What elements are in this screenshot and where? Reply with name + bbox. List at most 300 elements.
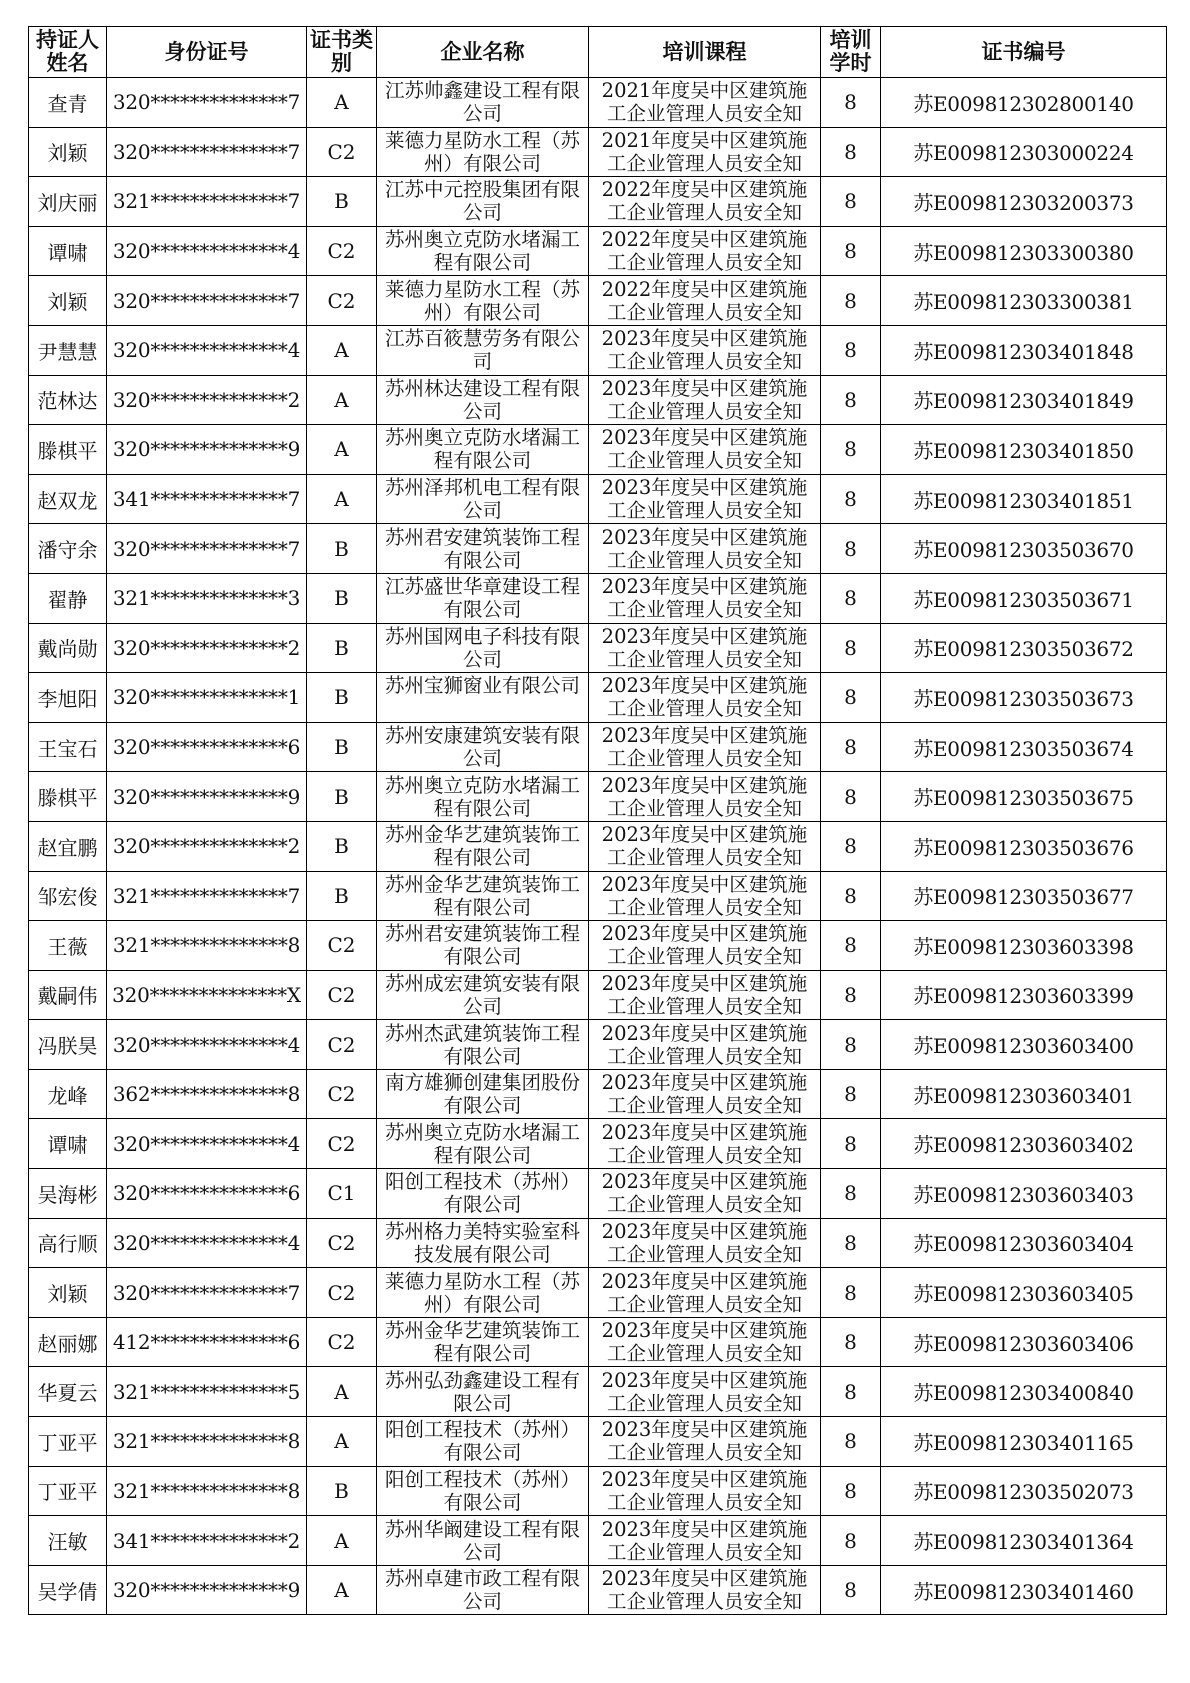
cell-course-text: 2023年度吴中区建筑施工企业管理人员安全知 <box>601 1170 808 1217</box>
cell-id-number: 320**************4 <box>107 1020 307 1070</box>
cell-category: C2 <box>307 1069 377 1119</box>
table-row <box>29 1169 1167 1219</box>
table-row <box>29 921 1167 971</box>
cell-name: 王薇 <box>29 921 107 971</box>
cell-company <box>377 821 589 871</box>
cell-hours: 8 <box>821 177 881 227</box>
cell-cert-number: 苏E009812303603402 <box>881 1119 1167 1169</box>
cell-course-text: 2023年度吴中区建筑施工企业管理人员安全知 <box>601 1071 808 1118</box>
cell-hours: 8 <box>821 623 881 673</box>
cell-company <box>377 78 589 128</box>
cell-company-text: 苏州奥立克防水堵漏工程有限公司 <box>384 1120 580 1167</box>
cell-company-text: 苏州金华艺建筑装饰工程有限公司 <box>384 1319 580 1366</box>
cell-category: A <box>307 1516 377 1566</box>
cell-hours: 8 <box>821 325 881 375</box>
cell-category: B <box>307 871 377 921</box>
cell-company <box>377 1516 589 1566</box>
cell-category: B <box>307 673 377 723</box>
cell-hours: 8 <box>821 821 881 871</box>
cell-cert-number: 苏E009812303200373 <box>881 177 1167 227</box>
cell-course <box>589 821 821 871</box>
cell-category: C2 <box>307 127 377 177</box>
cell-hours: 8 <box>821 1020 881 1070</box>
cell-course <box>589 1516 821 1566</box>
cell-name: 戴嗣伟 <box>29 970 107 1020</box>
cell-cert-number: 苏E009812303603401 <box>881 1069 1167 1119</box>
cell-cert-number: 苏E009812303401460 <box>881 1565 1167 1615</box>
cell-course-text: 2023年度吴中区建筑施工企业管理人员安全知 <box>601 1567 808 1614</box>
cell-company <box>377 474 589 524</box>
cell-course-text: 2023年度吴中区建筑施工企业管理人员安全知 <box>601 624 808 671</box>
cell-company <box>377 1466 589 1516</box>
cell-cert-number: 苏E009812303503670 <box>881 524 1167 574</box>
cell-company-text: 江苏百筱慧劳务有限公司 <box>384 327 580 374</box>
table-row <box>29 970 1167 1020</box>
cell-company <box>377 772 589 822</box>
cell-name: 滕棋平 <box>29 772 107 822</box>
cell-id-number: 320**************6 <box>107 1169 307 1219</box>
table-row <box>29 623 1167 673</box>
cell-cert-number: 苏E009812303503671 <box>881 573 1167 623</box>
cell-hours: 8 <box>821 474 881 524</box>
header-name: 持证人姓名 <box>29 27 107 78</box>
cell-course-text: 2023年度吴中区建筑施工企业管理人员安全知 <box>601 476 808 523</box>
cell-company-text: 苏州金华艺建筑装饰工程有限公司 <box>384 823 580 870</box>
table-row <box>29 425 1167 475</box>
cell-id-number: 320**************4 <box>107 1119 307 1169</box>
cell-id-number: 320**************1 <box>107 673 307 723</box>
cell-id-number: 320**************4 <box>107 1218 307 1268</box>
cell-cert-number: 苏E009812303401165 <box>881 1417 1167 1467</box>
cell-id-number: 320**************9 <box>107 772 307 822</box>
cell-course-text: 2023年度吴中区建筑施工企业管理人员安全知 <box>601 1021 808 1068</box>
table-row <box>29 1119 1167 1169</box>
cell-hours: 8 <box>821 425 881 475</box>
cell-course-text: 2023年度吴中区建筑施工企业管理人员安全知 <box>601 426 808 473</box>
cell-category: B <box>307 722 377 772</box>
cell-cert-number: 苏E009812303603403 <box>881 1169 1167 1219</box>
cell-company-text: 苏州林达建设工程有限公司 <box>384 376 580 423</box>
cell-name: 华夏云 <box>29 1367 107 1417</box>
cell-id-number: 321**************3 <box>107 573 307 623</box>
cell-course-text: 2023年度吴中区建筑施工企业管理人员安全知 <box>601 922 808 969</box>
cell-cert-number: 苏E009812303401849 <box>881 375 1167 425</box>
cell-cert-number: 苏E009812303503676 <box>881 821 1167 871</box>
cell-course <box>589 78 821 128</box>
cell-company-text: 阳创工程技术（苏州）有限公司 <box>384 1467 580 1514</box>
cell-company-text: 莱德力星防水工程（苏州）有限公司 <box>384 277 580 324</box>
cell-category: A <box>307 375 377 425</box>
cell-company <box>377 1367 589 1417</box>
cell-hours: 8 <box>821 1069 881 1119</box>
cell-course-text: 2023年度吴中区建筑施工企业管理人员安全知 <box>601 376 808 423</box>
cell-id-number: 341**************2 <box>107 1516 307 1566</box>
cell-course <box>589 1020 821 1070</box>
cell-category: A <box>307 1417 377 1467</box>
cell-name: 刘颖 <box>29 276 107 326</box>
cell-name: 邹宏俊 <box>29 871 107 921</box>
cell-hours: 8 <box>821 772 881 822</box>
cell-name: 丁亚平 <box>29 1466 107 1516</box>
cell-course-text: 2023年度吴中区建筑施工企业管理人员安全知 <box>601 575 808 622</box>
cell-company <box>377 970 589 1020</box>
cell-course <box>589 276 821 326</box>
table-row <box>29 1317 1167 1367</box>
cell-hours: 8 <box>821 1317 881 1367</box>
cell-id-number: 320**************4 <box>107 325 307 375</box>
cell-company-text: 苏州格力美特实验室科技发展有限公司 <box>384 1219 580 1266</box>
cell-cert-number: 苏E009812303503675 <box>881 772 1167 822</box>
cell-name: 高行顺 <box>29 1218 107 1268</box>
table-row <box>29 1268 1167 1318</box>
cell-course-text: 2022年度吴中区建筑施工企业管理人员安全知 <box>601 228 808 275</box>
cell-company <box>377 1268 589 1318</box>
cell-course-text: 2023年度吴中区建筑施工企业管理人员安全知 <box>601 1319 808 1366</box>
cell-company-text: 苏州奥立克防水堵漏工程有限公司 <box>384 426 580 473</box>
cell-category: A <box>307 474 377 524</box>
cell-name: 查青 <box>29 78 107 128</box>
cell-id-number: 320**************7 <box>107 1268 307 1318</box>
table-row <box>29 772 1167 822</box>
table-row <box>29 722 1167 772</box>
table-row <box>29 78 1167 128</box>
cell-category: C2 <box>307 1268 377 1318</box>
header-id: 身份证号 <box>107 27 307 78</box>
cell-category: B <box>307 524 377 574</box>
table-row <box>29 375 1167 425</box>
cell-course-text: 2021年度吴中区建筑施工企业管理人员安全知 <box>601 128 808 175</box>
cell-cert-number: 苏E009812303603399 <box>881 970 1167 1020</box>
cell-cert-number: 苏E009812303603398 <box>881 921 1167 971</box>
cell-course-text: 2022年度吴中区建筑施工企业管理人员安全知 <box>601 277 808 324</box>
table-row <box>29 1020 1167 1070</box>
cell-category: C2 <box>307 1218 377 1268</box>
cell-cert-number: 苏E009812303401364 <box>881 1516 1167 1566</box>
table-row <box>29 276 1167 326</box>
table-row <box>29 1218 1167 1268</box>
cell-course <box>589 177 821 227</box>
cell-id-number: 320**************9 <box>107 425 307 475</box>
cell-id-number: 320**************7 <box>107 127 307 177</box>
cell-cert-number: 苏E009812303401848 <box>881 325 1167 375</box>
cell-name: 翟静 <box>29 573 107 623</box>
cell-category: B <box>307 1466 377 1516</box>
cell-course-text: 2023年度吴中区建筑施工企业管理人员安全知 <box>601 773 808 820</box>
cell-course <box>589 1466 821 1516</box>
cell-course <box>589 425 821 475</box>
cell-id-number: 321**************8 <box>107 1417 307 1467</box>
cell-hours: 8 <box>821 226 881 276</box>
cell-category: A <box>307 425 377 475</box>
cell-hours: 8 <box>821 970 881 1020</box>
cell-company <box>377 276 589 326</box>
cell-course <box>589 1069 821 1119</box>
cell-company <box>377 623 589 673</box>
cell-course-text: 2023年度吴中区建筑施工企业管理人员安全知 <box>601 674 808 721</box>
header-row <box>29 27 1167 78</box>
cell-hours: 8 <box>821 871 881 921</box>
cell-id-number: 321**************5 <box>107 1367 307 1417</box>
cell-category: C2 <box>307 970 377 1020</box>
cell-id-number: 362**************8 <box>107 1069 307 1119</box>
cell-name: 戴尚勋 <box>29 623 107 673</box>
cell-course <box>589 871 821 921</box>
cell-company-text: 苏州奥立克防水堵漏工程有限公司 <box>384 773 580 820</box>
cell-name: 李旭阳 <box>29 673 107 723</box>
cell-company <box>377 1169 589 1219</box>
cell-company-text: 苏州卓建市政工程有限公司 <box>384 1567 580 1614</box>
cell-course <box>589 673 821 723</box>
table-row <box>29 325 1167 375</box>
table-row <box>29 821 1167 871</box>
cell-cert-number: 苏E009812303401850 <box>881 425 1167 475</box>
cell-course <box>589 970 821 1020</box>
cell-id-number: 320**************9 <box>107 1565 307 1615</box>
cell-company <box>377 177 589 227</box>
cell-name: 吴海彬 <box>29 1169 107 1219</box>
table-row <box>29 1367 1167 1417</box>
cell-company-text: 苏州君安建筑装饰工程有限公司 <box>384 525 580 572</box>
cell-name: 赵宜鹏 <box>29 821 107 871</box>
cell-name: 吴学倩 <box>29 1565 107 1615</box>
table-row <box>29 673 1167 723</box>
cell-course <box>589 1169 821 1219</box>
cell-hours: 8 <box>821 722 881 772</box>
cell-name: 赵双龙 <box>29 474 107 524</box>
cell-cert-number: 苏E009812303503673 <box>881 673 1167 723</box>
cell-cert-number: 苏E009812303603404 <box>881 1218 1167 1268</box>
cell-id-number: 341**************7 <box>107 474 307 524</box>
cell-company-text: 苏州宝狮窗业有限公司 <box>384 674 580 698</box>
table-row <box>29 573 1167 623</box>
cell-id-number: 320**************2 <box>107 623 307 673</box>
cell-category: B <box>307 177 377 227</box>
cell-name: 汪敏 <box>29 1516 107 1566</box>
cell-hours: 8 <box>821 673 881 723</box>
cell-company <box>377 1218 589 1268</box>
cell-name: 龙峰 <box>29 1069 107 1119</box>
cell-hours: 8 <box>821 921 881 971</box>
table-row <box>29 1565 1167 1615</box>
cell-hours: 8 <box>821 1367 881 1417</box>
cell-id-number: 412**************6 <box>107 1317 307 1367</box>
cell-hours: 8 <box>821 78 881 128</box>
cell-company-text: 苏州奥立克防水堵漏工程有限公司 <box>384 228 580 275</box>
cell-course-text: 2023年度吴中区建筑施工企业管理人员安全知 <box>601 525 808 572</box>
cell-course <box>589 1317 821 1367</box>
cell-id-number: 321**************7 <box>107 871 307 921</box>
cell-id-number: 320**************2 <box>107 821 307 871</box>
cell-company-text: 阳创工程技术（苏州）有限公司 <box>384 1418 580 1465</box>
cell-hours: 8 <box>821 1516 881 1566</box>
cell-category: C1 <box>307 1169 377 1219</box>
header-cert-no: 证书编号 <box>881 27 1167 78</box>
cell-company-text: 莱德力星防水工程（苏州）有限公司 <box>384 128 580 175</box>
cell-company <box>377 425 589 475</box>
cell-course-text: 2023年度吴中区建筑施工企业管理人员安全知 <box>601 1517 808 1564</box>
cell-course-text: 2023年度吴中区建筑施工企业管理人员安全知 <box>601 1467 808 1514</box>
cell-cert-number: 苏E009812302800140 <box>881 78 1167 128</box>
cell-id-number: 320**************2 <box>107 375 307 425</box>
cell-id-number: 321**************8 <box>107 1466 307 1516</box>
cell-course-text: 2023年度吴中区建筑施工企业管理人员安全知 <box>601 1418 808 1465</box>
cell-company <box>377 524 589 574</box>
cell-company <box>377 1119 589 1169</box>
cell-company <box>377 1565 589 1615</box>
cell-course-text: 2023年度吴中区建筑施工企业管理人员安全知 <box>601 1269 808 1316</box>
cell-category: B <box>307 772 377 822</box>
header-hours: 培训学时 <box>821 27 881 78</box>
cell-course-text: 2023年度吴中区建筑施工企业管理人员安全知 <box>601 971 808 1018</box>
header-category: 证书类别 <box>307 27 377 78</box>
cell-company-text: 江苏中元控股集团有限公司 <box>384 178 580 225</box>
cell-hours: 8 <box>821 1417 881 1467</box>
cell-course <box>589 1417 821 1467</box>
cell-cert-number: 苏E009812303603406 <box>881 1317 1167 1367</box>
table-row <box>29 474 1167 524</box>
cell-cert-number: 苏E009812303502073 <box>881 1466 1167 1516</box>
table-row <box>29 177 1167 227</box>
cell-hours: 8 <box>821 375 881 425</box>
cell-name: 谭啸 <box>29 1119 107 1169</box>
cell-cert-number: 苏E009812303300381 <box>881 276 1167 326</box>
cell-hours: 8 <box>821 524 881 574</box>
cell-id-number: 321**************7 <box>107 177 307 227</box>
cell-company <box>377 722 589 772</box>
cell-company <box>377 226 589 276</box>
table-row <box>29 1466 1167 1516</box>
cell-hours: 8 <box>821 1218 881 1268</box>
cell-hours: 8 <box>821 1268 881 1318</box>
cell-company-text: 苏州安康建筑安装有限公司 <box>384 724 580 771</box>
cell-category: B <box>307 573 377 623</box>
cell-cert-number: 苏E009812303503672 <box>881 623 1167 673</box>
cell-name: 冯朕昊 <box>29 1020 107 1070</box>
table-row <box>29 127 1167 177</box>
cell-company-text: 苏州弘劲鑫建设工程有限公司 <box>384 1368 580 1415</box>
cell-course <box>589 524 821 574</box>
cell-category: C2 <box>307 1119 377 1169</box>
cell-course <box>589 1565 821 1615</box>
cell-course-text: 2023年度吴中区建筑施工企业管理人员安全知 <box>601 872 808 919</box>
cell-company <box>377 1020 589 1070</box>
header-company: 企业名称 <box>377 27 589 78</box>
cell-name: 滕棋平 <box>29 425 107 475</box>
cell-cert-number: 苏E009812303000224 <box>881 127 1167 177</box>
cell-id-number: 320**************7 <box>107 78 307 128</box>
table-row <box>29 524 1167 574</box>
cell-course <box>589 1218 821 1268</box>
cell-name: 尹慧慧 <box>29 325 107 375</box>
cell-course <box>589 375 821 425</box>
cell-course <box>589 573 821 623</box>
cell-cert-number: 苏E009812303503674 <box>881 722 1167 772</box>
certificate-table <box>28 26 1167 1615</box>
cell-id-number: 320**************X <box>107 970 307 1020</box>
cell-name: 刘颖 <box>29 1268 107 1318</box>
cell-hours: 8 <box>821 1169 881 1219</box>
cell-company-text: 江苏盛世华章建设工程有限公司 <box>384 575 580 622</box>
cell-company <box>377 375 589 425</box>
cell-id-number: 320**************7 <box>107 276 307 326</box>
table-row <box>29 871 1167 921</box>
cell-hours: 8 <box>821 1466 881 1516</box>
cell-course-text: 2023年度吴中区建筑施工企业管理人员安全知 <box>601 724 808 771</box>
cell-company <box>377 871 589 921</box>
cell-course-text: 2023年度吴中区建筑施工企业管理人员安全知 <box>601 327 808 374</box>
cell-category: C2 <box>307 1020 377 1070</box>
cell-category: C2 <box>307 276 377 326</box>
cell-cert-number: 苏E009812303400840 <box>881 1367 1167 1417</box>
cell-hours: 8 <box>821 127 881 177</box>
cell-category: C2 <box>307 921 377 971</box>
cell-name: 王宝石 <box>29 722 107 772</box>
cell-course <box>589 1268 821 1318</box>
cell-company-text: 莱德力星防水工程（苏州）有限公司 <box>384 1269 580 1316</box>
cell-course-text: 2021年度吴中区建筑施工企业管理人员安全知 <box>601 79 808 126</box>
cell-name: 范林达 <box>29 375 107 425</box>
cell-company-text: 苏州华阚建设工程有限公司 <box>384 1517 580 1564</box>
cell-category: C2 <box>307 1317 377 1367</box>
cell-course <box>589 722 821 772</box>
cell-course-text: 2023年度吴中区建筑施工企业管理人员安全知 <box>601 1120 808 1167</box>
cell-course <box>589 474 821 524</box>
cell-company-text: 苏州国网电子科技有限公司 <box>384 624 580 671</box>
cell-company <box>377 1417 589 1467</box>
cell-course <box>589 325 821 375</box>
table-row <box>29 226 1167 276</box>
cell-id-number: 320**************6 <box>107 722 307 772</box>
cell-course <box>589 623 821 673</box>
cell-course <box>589 1119 821 1169</box>
cell-category: B <box>307 623 377 673</box>
cell-course <box>589 1367 821 1417</box>
cell-category: C2 <box>307 226 377 276</box>
cell-id-number: 321**************8 <box>107 921 307 971</box>
cell-hours: 8 <box>821 276 881 326</box>
cell-cert-number: 苏E009812303401851 <box>881 474 1167 524</box>
cell-company-text: 阳创工程技术（苏州）有限公司 <box>384 1170 580 1217</box>
cell-company-text: 苏州成宏建筑安装有限公司 <box>384 971 580 1018</box>
table-row <box>29 1516 1167 1566</box>
cell-course-text: 2023年度吴中区建筑施工企业管理人员安全知 <box>601 1368 808 1415</box>
cell-course <box>589 127 821 177</box>
cell-course-text: 2023年度吴中区建筑施工企业管理人员安全知 <box>601 823 808 870</box>
cell-company-text: 江苏帅鑫建设工程有限公司 <box>384 79 580 126</box>
cell-name: 赵丽娜 <box>29 1317 107 1367</box>
table-row <box>29 1069 1167 1119</box>
cell-name: 丁亚平 <box>29 1417 107 1467</box>
cell-course-text: 2022年度吴中区建筑施工企业管理人员安全知 <box>601 178 808 225</box>
cell-course <box>589 921 821 971</box>
cell-company-text: 苏州泽邦机电工程有限公司 <box>384 476 580 523</box>
cell-hours: 8 <box>821 573 881 623</box>
cell-id-number: 320**************7 <box>107 524 307 574</box>
cell-hours: 8 <box>821 1119 881 1169</box>
cell-category: A <box>307 1565 377 1615</box>
cell-cert-number: 苏E009812303503677 <box>881 871 1167 921</box>
cell-name: 潘守余 <box>29 524 107 574</box>
cell-company <box>377 921 589 971</box>
cell-company <box>377 325 589 375</box>
cell-name: 谭啸 <box>29 226 107 276</box>
cell-category: A <box>307 1367 377 1417</box>
cell-cert-number: 苏E009812303603400 <box>881 1020 1167 1070</box>
cell-category: B <box>307 821 377 871</box>
cell-course-text: 2023年度吴中区建筑施工企业管理人员安全知 <box>601 1219 808 1266</box>
cell-name: 刘颖 <box>29 127 107 177</box>
cell-hours: 8 <box>821 1565 881 1615</box>
